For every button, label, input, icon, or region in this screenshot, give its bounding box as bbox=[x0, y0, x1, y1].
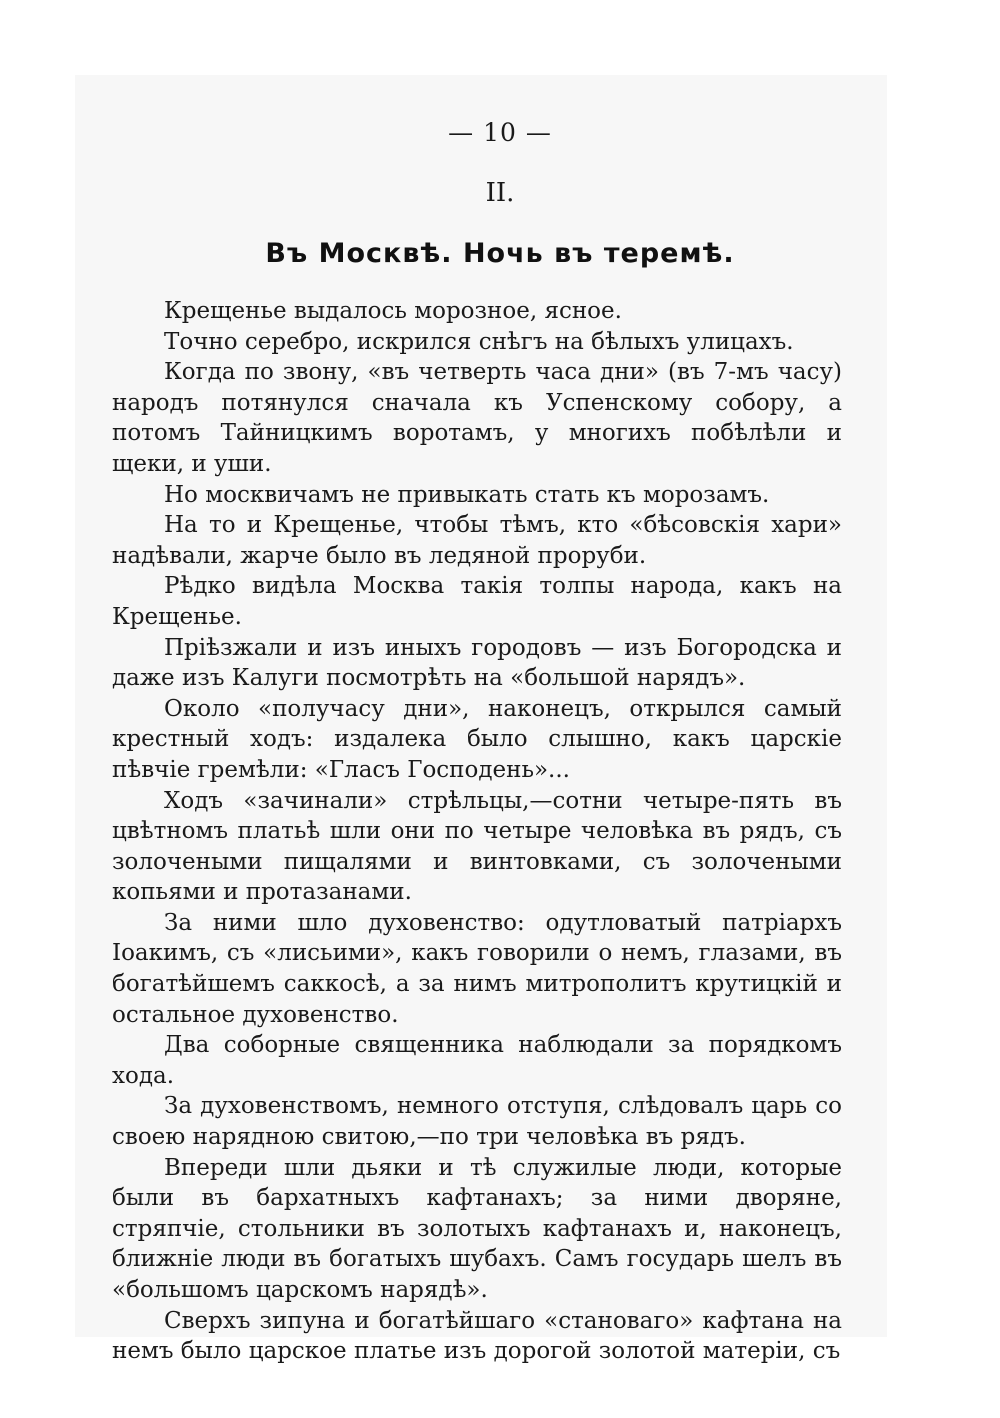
paragraph: Рѣдко видѣла Москва такія толпы народа, какъ на Крещенье. bbox=[112, 573, 842, 630]
paragraph: Но москвичамъ не привыкать стать къ морозамъ. bbox=[164, 481, 770, 508]
chapter-title: Въ Москвѣ. Ночь въ теремѣ. bbox=[265, 238, 735, 269]
chapter-number: II. bbox=[485, 178, 515, 208]
paragraph: Крещенье выдалось морозное, ясное. bbox=[164, 298, 622, 324]
paragraph: За ними шло духовенство: одутловатый патріархъ Іоакимъ, съ «лисьими», какъ говорили о немъ, глазами, въ богатѣйшемъ саккосѣ, а за нимъ митрополитъ крутицкій и остальное духовенство. bbox=[112, 909, 842, 1028]
paragraph: Точно серебро, искрился снѣгъ на бѣлыхъ улицахъ. bbox=[164, 328, 794, 355]
paragraph: Впереди шли дьяки и тѣ служилые люди, которые были въ бархатныхъ кафтанахъ; за ними дворяне, стряпчіе, стольники въ золотыхъ кафтанахъ и, наконецъ, ближніе люди въ богатыхъ шубахъ. Самъ государь шелъ въ «большомъ царскомъ нарядѣ». bbox=[112, 1154, 842, 1303]
page-number: — 10 — bbox=[448, 118, 552, 147]
body-text bbox=[112, 296, 842, 1367]
paragraph: На то и Крещенье, чтобы тѣмъ, кто «бѣсовскія хари» надѣвали, жарче было въ ледяной проруби. bbox=[112, 512, 842, 569]
paragraph: Когда по звону, «въ четверть часа дни» (въ 7-мъ часу) народъ потянулся сначала къ Успенскому собору, а потомъ Тайницкимъ воротамъ, у многихъ побѣлѣли и щеки, и уши. bbox=[112, 359, 842, 477]
paragraph: За духовенствомъ, немного отступя, слѣдовалъ царь со своею нарядною свитою,—по три человѣка въ рядъ. bbox=[112, 1093, 842, 1151]
paragraph: Ходъ «зачинали» стрѣльцы,—сотни четыре-пять въ цвѣтномъ платьѣ шли они по четыре человѣка въ рядъ, съ золочеными пищалями и винтовками, съ золочеными копьями и протазанами. bbox=[112, 787, 842, 906]
paragraph: Пріѣзжали и изъ иныхъ городовъ — изъ Богородска и даже изъ Калуги посмотрѣть на «большой нарядъ». bbox=[112, 634, 842, 692]
paragraph: Два соборные священника наблюдали за порядкомъ хода. bbox=[112, 1032, 842, 1089]
paragraph: Около «получасу дни», наконецъ, открылся самый крестный ходъ: издалека было слышно, какъ царскіе пѣвчіе гремѣли: «Гласъ Господень»... bbox=[112, 695, 842, 783]
paragraph: Сверхъ зипуна и богатѣйшаго «становаго» кафтана на немъ было царское платье изъ дорогой золотой матеріи, съ bbox=[112, 1307, 842, 1365]
